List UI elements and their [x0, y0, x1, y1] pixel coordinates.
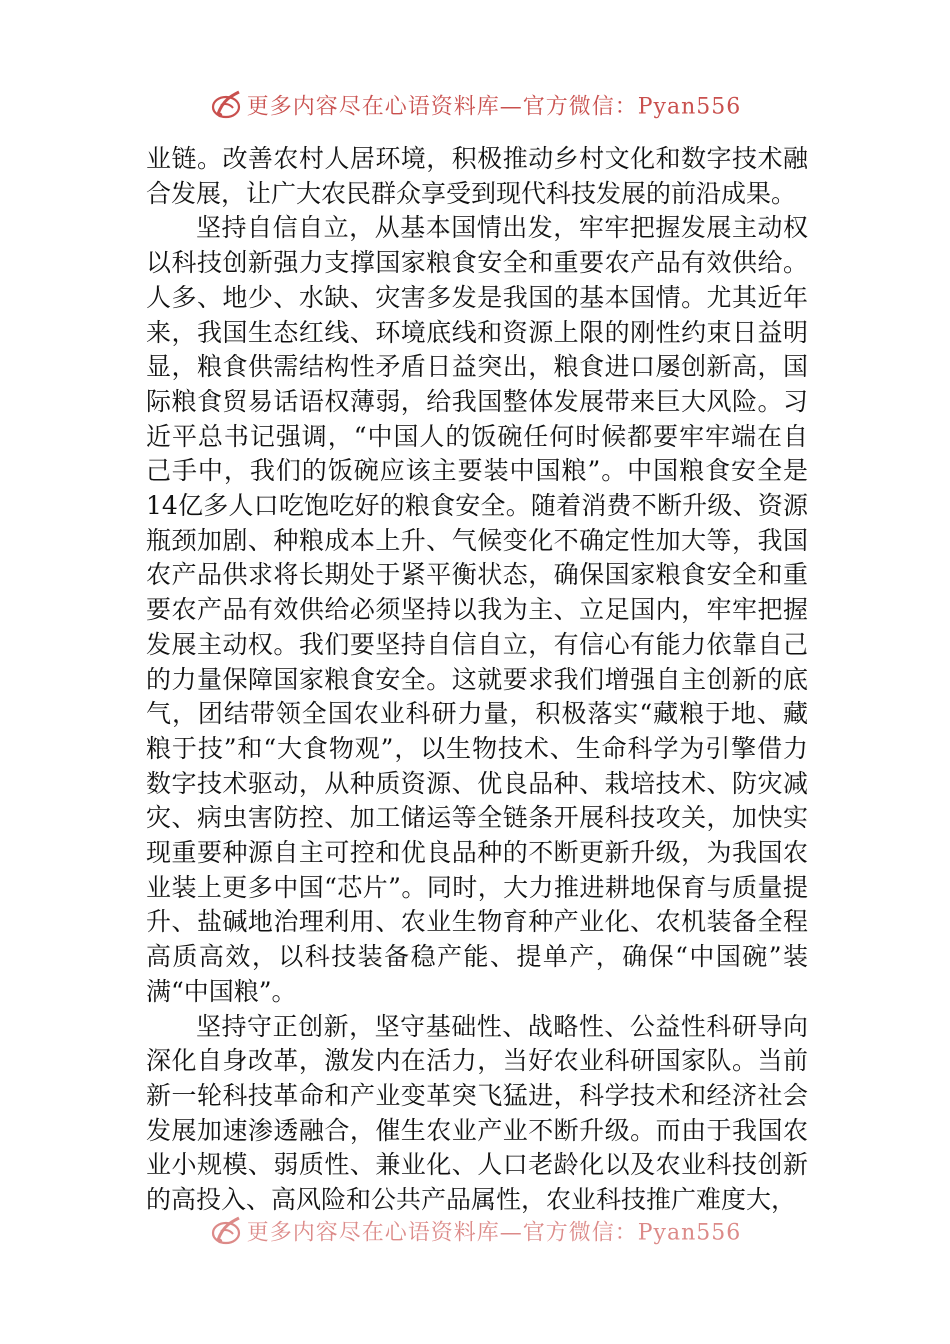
library-logo-icon [209, 1214, 243, 1248]
paragraph-continuation: 业链。改善农村人居环境，积极推动乡村文化和数字技术融合发展，让广大农民群众享受到现代科技发展的前沿成果。 [146, 144, 808, 208]
paragraph-food-security: 坚持自信自立，从基本国情出发，牢牢把握发展主动权以科技创新强力支撑国家粮食安全和重要农产品有效供给。人多、地少、水缺、灾害多发是我国的基本国情。尤其近年来，我国生态红线、环境底线和资源上限的刚性约束日益明显，粮食供需结构性矛盾日益突出，粮食进口屡创新高，国际粮食贸易话语权薄弱，给我国整体发展带来巨大风险。习近平总书记强调，“中国人的饭碗任何时候都要牢牢端在自己手中，我们的饭碗应该主要装中国粮”。中国粮食安全是14亿多人口吃饱吃好的粮食安全。随着消费不断升级、资源瓶颈加剧、种粮成本上升、气候变化不确定性加大等，我国农产品供求将长期处于紧平衡状态，确保国家粮食安全和重要农产品有效供给必须坚持以我为主、立足国内，牢牢把握发展主动权。我们要坚持自信自立，有信心有能力依靠自己的力量保障国家粮食安全。这就要求我们增强自主创新的底气，团结带领全国农业科研力量，积极落实“藏粮于地、藏粮于技”和“大食物观”，以生物技术、生命科学为引擎借力数字技术驱动，从种质资源、优良品种、栽培技术、防灾减灾、病虫害防控、加工储运等全链条开展科技攻关，加快实现重要种源自主可控和优良品种的不断更新升级，为我国农业装上更多中国“芯片”。同时，大力推进耕地保育与质量提升、盐碱地治理利用、农业生物育种产业化、农机装备全程高质高效，以科技装备稳产能、提单产，确保“中国碗”装满“中国粮”。 [146, 213, 808, 1006]
library-logo-icon [209, 88, 243, 122]
footer-watermark-text: 更多内容尽在心语资料库—官方微信：Pyan556 [246, 1220, 742, 1246]
paragraph-innovation: 坚持守正创新，坚守基础性、战略性、公益性科研导向深化自身改革，激发内在活力，当好农业科研国家队。当前新一轮科技革命和产业变革突飞猛进，科学技术和经济社会发展加速渗透融合，催生农业产业不断升级。而由于我国农业小规模、弱质性、兼业化、人口老龄化以及农业科技创新的高投入、高风险和公共产品属性，农业科技推广难度大， [146, 1011, 808, 1215]
document-body [146, 142, 808, 1218]
footer-watermark-banner [0, 1208, 950, 1246]
header-watermark-text: 更多内容尽在心语资料库—官方微信：Pyan556 [246, 94, 742, 120]
header-watermark-banner [0, 88, 950, 122]
